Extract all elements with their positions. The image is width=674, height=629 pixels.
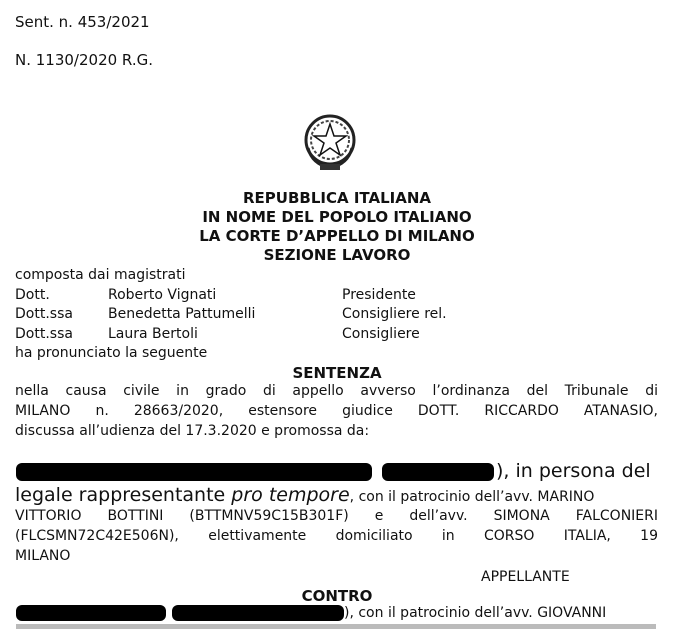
- judge-name: Benedetta Pattumelli: [108, 306, 256, 322]
- redacted-party-id: [382, 463, 494, 481]
- title-people: IN NOME DEL POPOLO ITALIANO: [202, 208, 472, 226]
- appellant-line-start: legale rappresentante: [15, 484, 232, 506]
- contro-heading: CONTRO: [301, 587, 373, 605]
- appellant-line: [15, 484, 658, 507]
- redacted-party-name: [16, 605, 166, 621]
- redacted-party-name: [16, 463, 372, 481]
- appellant-line: (FLCSMN72C42E506N), elettivamente domiciliato in CORSO ITALIA, 19: [15, 528, 658, 544]
- pronounced-text: ha pronunciato la seguente: [15, 345, 208, 361]
- judge-role: Consigliere rel.: [342, 306, 447, 322]
- sentenza-heading: SENTENZA: [292, 364, 382, 382]
- sent-number: Sent. n. 453/2021: [15, 13, 150, 31]
- sentenza-para-line: nella causa civile in grado di appello avverso l’ordinanza del Tribunale di: [15, 383, 658, 399]
- judge-role: Consigliere: [342, 326, 420, 342]
- rg-number: N. 1130/2020 R.G.: [15, 51, 153, 69]
- title-republic: REPUBBLICA ITALIANA: [243, 189, 431, 207]
- appellant-line: MILANO: [15, 548, 71, 564]
- appellant-role: APPELLANTE: [481, 569, 570, 585]
- sentenza-para-line: MILANO n. 28663/2020, estensore giudice DOTT. RICCARDO ATANASIO,: [15, 403, 658, 419]
- composition-intro: composta dai magistrati: [15, 267, 186, 283]
- title-court: LA CORTE D’APPELLO DI MILANO: [199, 227, 475, 245]
- judge-name: Laura Bertoli: [108, 326, 198, 342]
- judge-title: Dott.: [15, 287, 50, 303]
- appellant-line: ), in persona del: [496, 460, 651, 482]
- contro-line: ), con il patrocinio dell’avv. GIOVANNI: [344, 605, 607, 621]
- judge-role: Presidente: [342, 287, 416, 303]
- redacted-party-id: [172, 605, 344, 621]
- judge-title: Dott.ssa: [15, 326, 73, 342]
- judge-name: Roberto Vignati: [108, 287, 217, 303]
- appellant-line: VITTORIO BOTTINI (BTTMNV59C15B301F) e dell’avv. SIMONA FALCONIERI: [15, 508, 658, 524]
- cut-off-text-line: [16, 624, 656, 629]
- title-section: SEZIONE LAVORO: [263, 246, 411, 264]
- sentenza-para-line: discussa all’udienza del 17.3.2020 e promossa da:: [15, 423, 370, 439]
- judge-title: Dott.ssa: [15, 306, 73, 322]
- pro-tempore: pro tempore: [231, 484, 350, 506]
- appellant-line-end: , con il patrocinio dell’avv. MARINO: [349, 489, 595, 505]
- italian-emblem-icon: [302, 112, 358, 174]
